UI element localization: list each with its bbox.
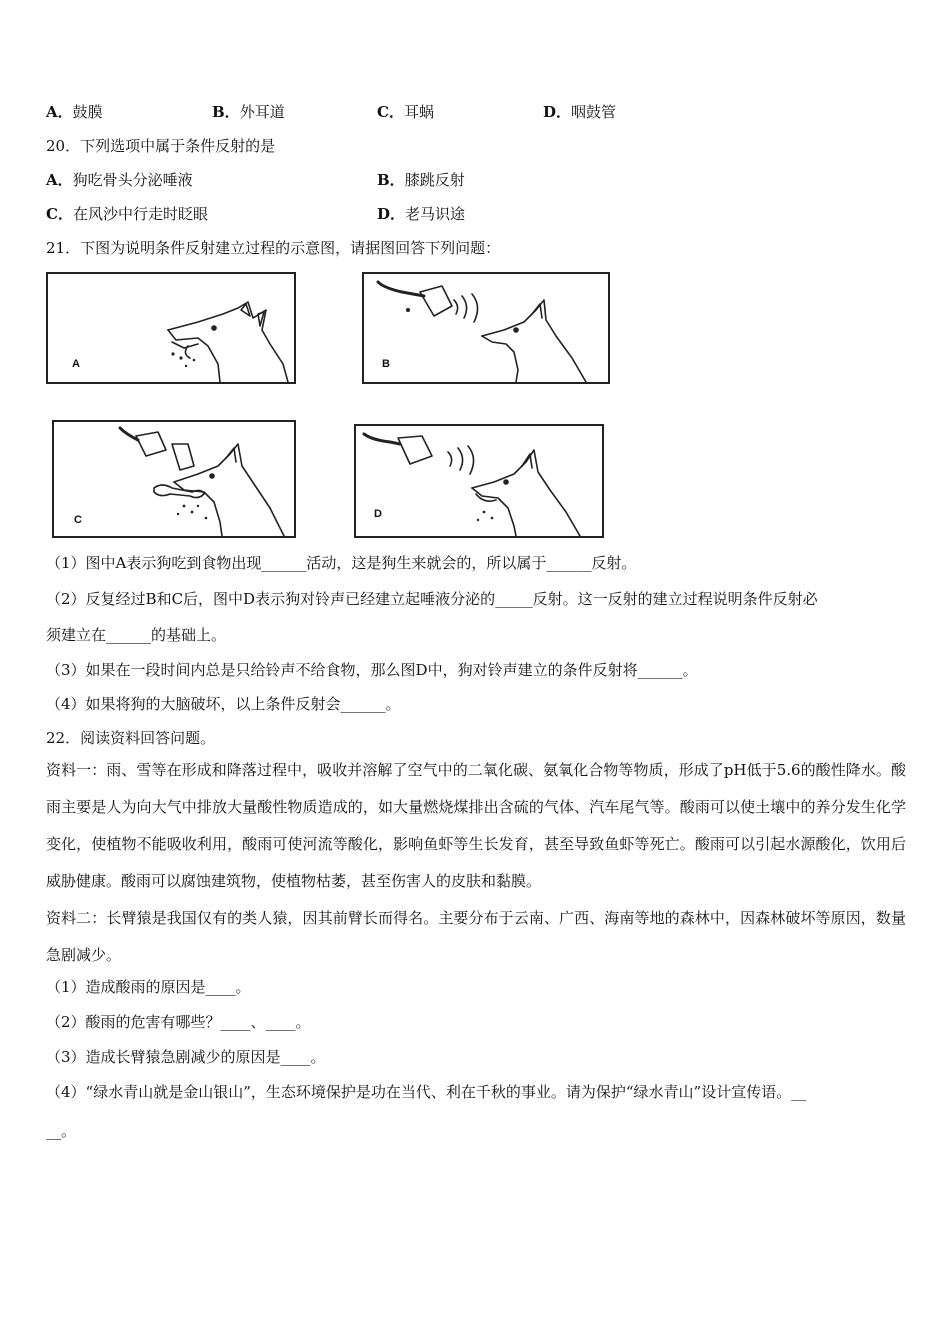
- bell-and-food-dog-icon: [54, 422, 294, 536]
- figure-c: [52, 420, 296, 538]
- q21-sub1: （1）图中A表示狗吃到食物出现______活动，这是狗生来就会的，所以属于______反射。: [46, 554, 637, 572]
- q21-sub4: （4）如果将狗的大脑破坏，以上条件反射会______。: [46, 695, 401, 713]
- bell-salivating-dog-icon: [356, 426, 602, 536]
- bell-ringing-dog-icon: [364, 274, 608, 382]
- q22-material-2: 资料二：长臂猿是我国仅有的类人猿，因其前臂长而得名。主要分布于云南、广西、海南等地的森林中，因森林破坏等原因，数量急剧减少。: [46, 909, 906, 964]
- q22-sub2: （2）酸雨的危害有哪些？____、____。: [46, 1013, 311, 1031]
- figure-b-label: B: [382, 358, 390, 370]
- q21-sub2-line1: （2）反复经过B和C后，图中D表示狗对铃声已经建立起唾液分泌的_____反射。这一反射的建立过程说明条件反射必: [46, 590, 818, 608]
- dog-eating-icon: [48, 274, 294, 382]
- q20-option-b: B．膝跳反射: [377, 171, 465, 189]
- q20-option-c: C．在风沙中行走时眨眼: [46, 205, 208, 223]
- q22-sub3: （3）造成长臂猿急剧减少的原因是____。: [46, 1048, 326, 1066]
- figure-a-label: A: [72, 358, 80, 370]
- q19-option-b: B．外耳道: [212, 103, 285, 121]
- q21-sub2-line2: 须建立在______的基础上。: [46, 626, 227, 644]
- q20-option-a: A．狗吃骨头分泌唾液: [46, 171, 193, 189]
- q22-sub4-line1: （4）“绿水青山就是金山银山”，生态环境保护是功在当代、利在千秋的事业。请为保护“绿水青山”设计宣传语。__: [46, 1083, 807, 1101]
- figure-d: [354, 424, 604, 538]
- figure-b: [362, 272, 610, 384]
- figure-a: [46, 272, 296, 384]
- q20-option-d: D．老马识途: [377, 205, 466, 223]
- q21-sub3: （3）如果在一段时间内总是只给铃声不给食物，那么图D中，狗对铃声建立的条件反射将______。: [46, 661, 698, 679]
- figure-c-label: C: [74, 514, 82, 526]
- figure-d-label: D: [374, 508, 382, 520]
- q20-stem: 20．下列选项中属于条件反射的是: [46, 137, 276, 155]
- q22-stem: 22．阅读资料回答问题。: [46, 729, 216, 747]
- q22-sub4-line2: __。: [46, 1122, 77, 1140]
- q19-option-c: C．耳蜗: [377, 103, 434, 121]
- q22-material-1: 资料一：雨、雪等在形成和降落过程中，吸收并溶解了空气中的二氧化碳、氨氧化合物等物质，形成了pH低于5.6的酸性降水。酸雨主要是人为向大气中排放大量酸性物质造成的，如大量燃烧煤排出含硫的气体、汽车尾气等。酸雨可以使土壤中的养分发生化学变化，使植物不能吸收利用，酸雨可使河流等酸化，影响鱼虾等生长发育，甚至导致鱼虾等死亡。酸雨可以引起水源酸化，饮用后威胁健康。酸雨可以腐蚀建筑物，使植物枯萎，甚至伤害人的皮肤和黏膜。: [46, 761, 906, 890]
- q22-sub1: （1）造成酸雨的原因是____。: [46, 978, 251, 996]
- q19-option-d: D．咽鼓管: [543, 103, 617, 121]
- q21-stem: 21．下图为说明条件反射建立过程的示意图，请据图回答下列问题：: [46, 239, 501, 257]
- q19-option-a: A．鼓膜: [46, 103, 103, 121]
